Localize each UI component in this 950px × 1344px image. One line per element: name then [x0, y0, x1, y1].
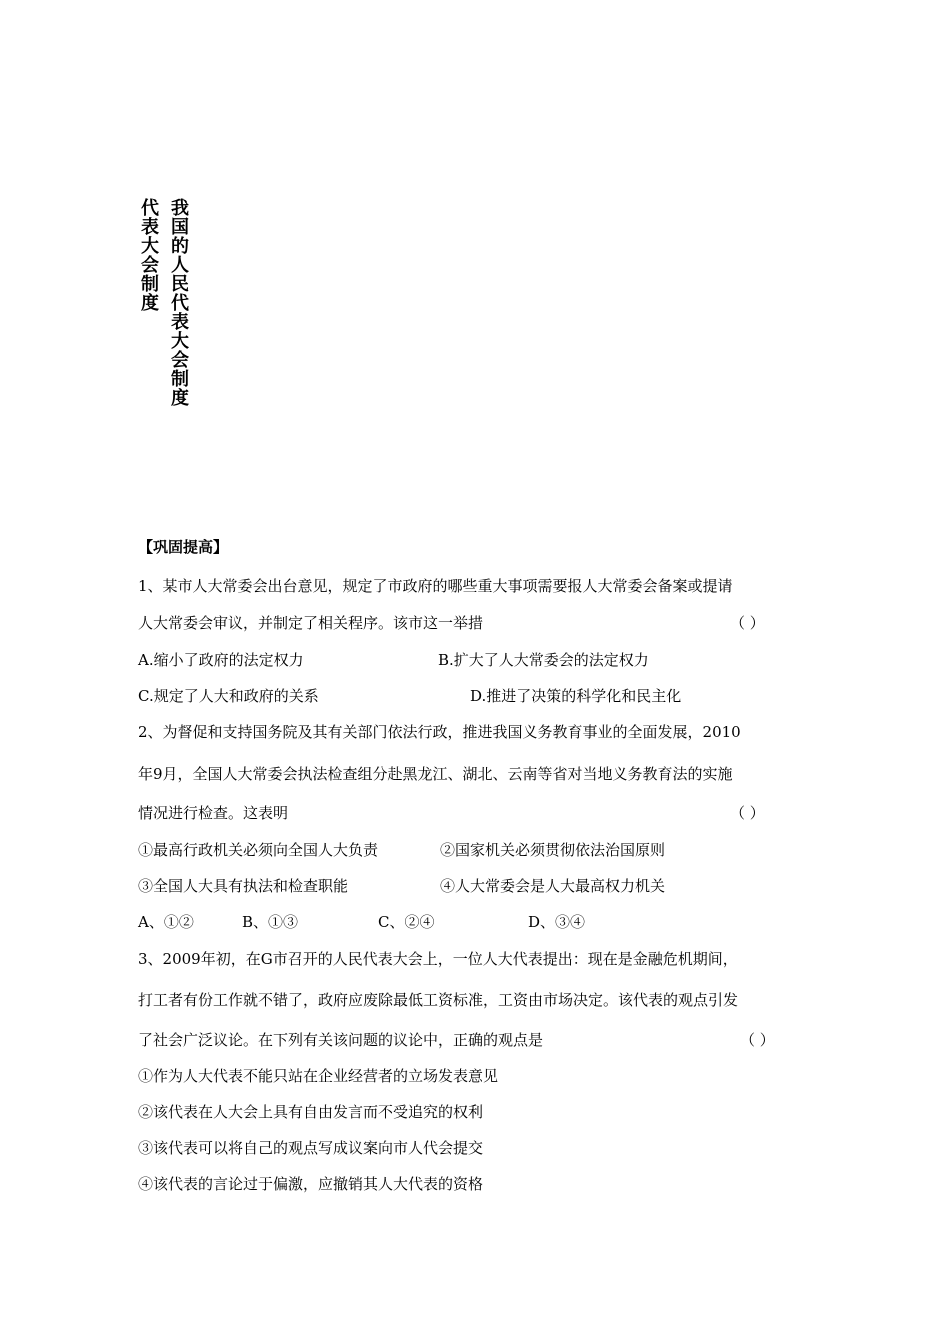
q1-option-a: A.缩小了政府的法定权力 [138, 651, 304, 669]
q1-option-d: D.推进了决策的科学化和民主化 [470, 687, 682, 705]
q3-answer-paren: （ ） [740, 1031, 775, 1049]
q2-item-2: ②国家机关必须贯彻依法治国原则 [440, 841, 666, 859]
q2-choice-b: B、①③ [242, 913, 299, 931]
q3-item-4: ④该代表的言论过于偏激，应撤销其人大代表的资格 [138, 1175, 484, 1193]
q1-stem-line1: 1、某市人大常委会出台意见，规定了市政府的哪些重大事项需要报人大常委会备案或提请 [138, 577, 733, 595]
q2-item-3: ③全国人大具有执法和检查职能 [138, 877, 349, 895]
q2-choice-c: C、②④ [378, 913, 435, 931]
q1-option-b: B.扩大了人大常委会的法定权力 [438, 651, 649, 669]
q1-answer-paren: （ ） [730, 614, 765, 632]
q1-stem-line2: 人大常委会审议，并制定了相关程序。该市这一举措 [138, 614, 484, 632]
q3-item-3: ③该代表可以将自己的观点写成议案向市人代会提交 [138, 1139, 484, 1157]
q1-stem-line2-row [138, 613, 818, 633]
q2-item-4: ④人大常委会是人大最高权力机关 [440, 877, 666, 895]
q3-item-2: ②该代表在人大会上具有自由发言而不受追究的权利 [138, 1103, 484, 1121]
q2-stem-line3-row [138, 803, 818, 823]
q2-stem-line2: 年9月，全国人大常委会执法检查组分赴黑龙江、湖北、云南等省对当地义务教育法的实施 [138, 765, 733, 783]
q2-answer-paren: （ ） [730, 804, 765, 822]
q1-option-c: C.规定了人大和政府的关系 [138, 687, 319, 705]
vertical-title-sub: 代表大会制度 [138, 198, 159, 312]
q3-stem-line1: 3、2009年初，在G市召开的人民代表大会上，一位人大代表提出：现在是金融危机期间， [138, 950, 738, 968]
q2-item-1: ①最高行政机关必须向全国人大负责 [138, 841, 379, 859]
q3-stem-line2: 打工者有份工作就不错了，政府应废除最低工资标准，工资由市场决定。该代表的观点引发 [138, 991, 739, 1009]
q3-item-1: ①作为人大代表不能只站在企业经营者的立场发表意见 [138, 1067, 499, 1085]
q3-stem-line3: 了社会广泛议论。在下列有关该问题的议论中，正确的观点是 [138, 1031, 544, 1049]
q2-choice-d: D、③④ [528, 913, 586, 931]
section-heading: 【巩固提高】 [138, 538, 229, 556]
q2-choice-a: A、①② [138, 913, 194, 931]
q3-stem-line3-row [138, 1030, 818, 1050]
vertical-title-main: 我国的人民代表大会制度 [168, 198, 189, 407]
q2-stem-line3: 情况进行检查。这表明 [138, 804, 289, 822]
q2-stem-line1: 2、为督促和支持国务院及其有关部门依法行政，推进我国义务教育事业的全面发展，2010 [138, 723, 741, 741]
